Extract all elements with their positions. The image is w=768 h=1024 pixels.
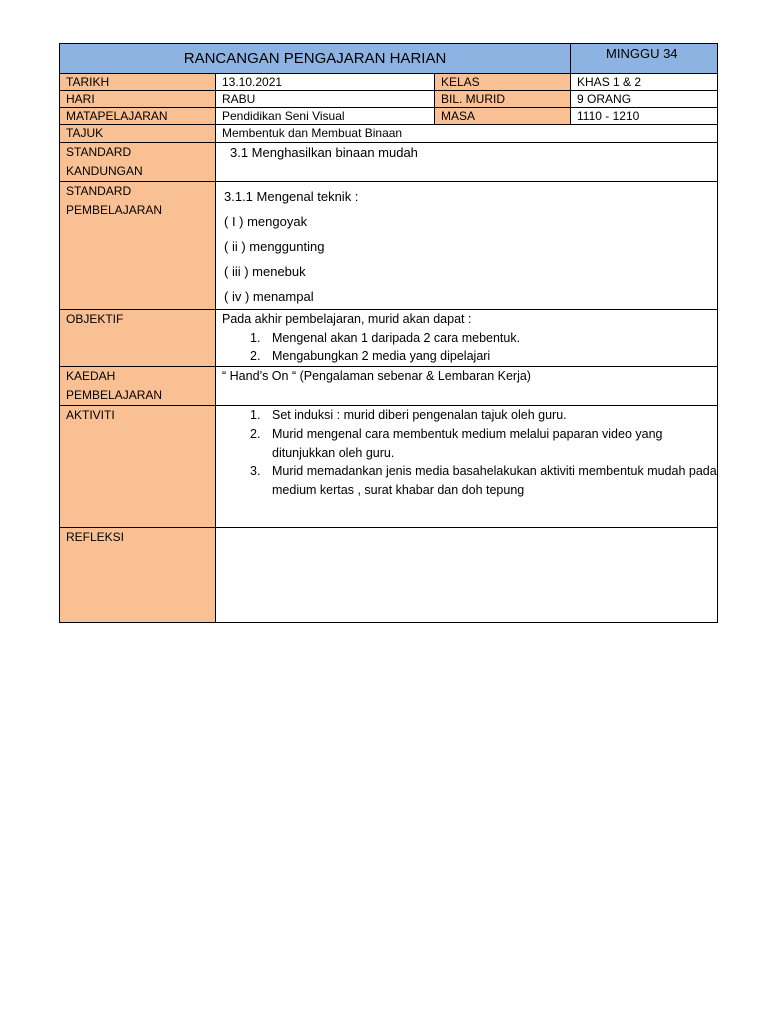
aktiviti-label: AKTIVITI [60,406,216,528]
list-text: Mengenal akan 1 daripada 2 cara mebentuk. [272,330,521,345]
tajuk-value: Membentuk dan Membuat Binaan [216,125,718,143]
bil-murid-value: 9 ORANG [571,91,718,108]
refleksi-row [60,528,718,623]
kelas-value: KHAS 1 & 2 [571,74,718,91]
week-label: MINGGU 34 [571,44,718,74]
masa-label: MASA [435,108,571,125]
standard-pembelajaran-row [60,182,718,310]
info-row-tajuk [60,125,718,143]
list-item [222,406,717,425]
objektif-row [60,310,718,367]
list-number: 3. [250,464,261,479]
list-item [222,329,717,348]
kaedah-label-line-2: PEMBELAJARAN [66,388,163,403]
document-title: RANCANGAN PENGAJARAN HARIAN [60,44,571,74]
lesson-plan-document [59,43,717,623]
standard-pembelajaran-item: ( I ) mengoyak [224,214,308,229]
list-number: 2. [250,349,261,364]
standard-kandungan-label [60,143,216,182]
list-item [222,347,717,366]
standard-pembelajaran-label-line-2: PEMBELAJARAN [66,203,163,217]
list-text: Murid memadankan jenis media basahelakukan aktiviti membentuk mudah pada medium kertas , surat khabar dan doh tepung [272,464,717,497]
bil-murid-label: BIL. MURID [435,91,571,108]
refleksi-value [216,528,718,623]
tarikh-label: TARIKH [60,74,216,91]
tajuk-label: TAJUK [60,125,216,143]
standard-pembelajaran-item: ( ii ) menggunting [224,239,325,254]
list-number: 1. [250,330,261,345]
standard-kandungan-value: 3.1 Menghasilkan binaan mudah [216,143,718,182]
standard-kandungan-row [60,143,718,182]
list-text: Murid mengenal cara membentuk medium melalui paparan video yang ditunjukkan oleh guru. [272,426,663,460]
info-row-matapelajaran [60,108,718,125]
list-number: 2. [250,426,261,441]
kelas-label: KELAS [435,74,571,91]
kaedah-label [60,367,216,406]
standard-pembelajaran-label [60,182,216,310]
list-text: Set induksi : murid diberi pengenalan tajuk oleh guru. [272,408,567,423]
info-row-hari [60,91,718,108]
matapelajaran-value: Pendidikan Seni Visual [216,108,435,125]
kaedah-row [60,367,718,406]
aktiviti-list [222,406,717,500]
standard-pembelajaran-list [216,182,718,310]
standard-kandungan-label-line-1: STANDARD [66,145,132,159]
aktiviti-row [60,406,718,528]
list-text: Mengabungkan 2 media yang dipelajari [272,349,491,364]
standard-pembelajaran-item: 3.1.1 Mengenal teknik : [224,189,359,204]
hari-value: RABU [216,91,435,108]
aktiviti-content [216,406,718,528]
masa-value: 1110 - 1210 [571,108,718,125]
objektif-content [216,310,718,367]
objektif-label: OBJEKTIF [60,310,216,367]
tarikh-value: 13.10.2021 [216,74,435,91]
hari-label: HARI [60,91,216,108]
list-item [222,462,717,499]
standard-kandungan-label-line-2: KANDUNGAN [66,164,143,178]
standard-pembelajaran-label-line-1: STANDARD [66,184,132,198]
kaedah-value: “ Hand’s On “ (Pengalaman sebenar & Lembaran Kerja) [216,367,718,406]
refleksi-label: REFLEKSI [60,528,216,623]
list-item [222,425,717,462]
kaedah-label-line-1: KAEDAH [66,369,116,384]
header-row [60,44,718,74]
standard-pembelajaran-item: ( iv ) menampal [224,289,314,304]
matapelajaran-label: MATAPELAJARAN [60,108,216,125]
standard-pembelajaran-item: ( iii ) menebuk [224,264,306,279]
lesson-plan-table [59,43,718,623]
info-row-tarikh [60,74,718,91]
objektif-list [222,329,717,366]
list-number: 1. [250,408,261,423]
objektif-intro: Pada akhir pembelajaran, murid akan dapat : [222,312,472,326]
